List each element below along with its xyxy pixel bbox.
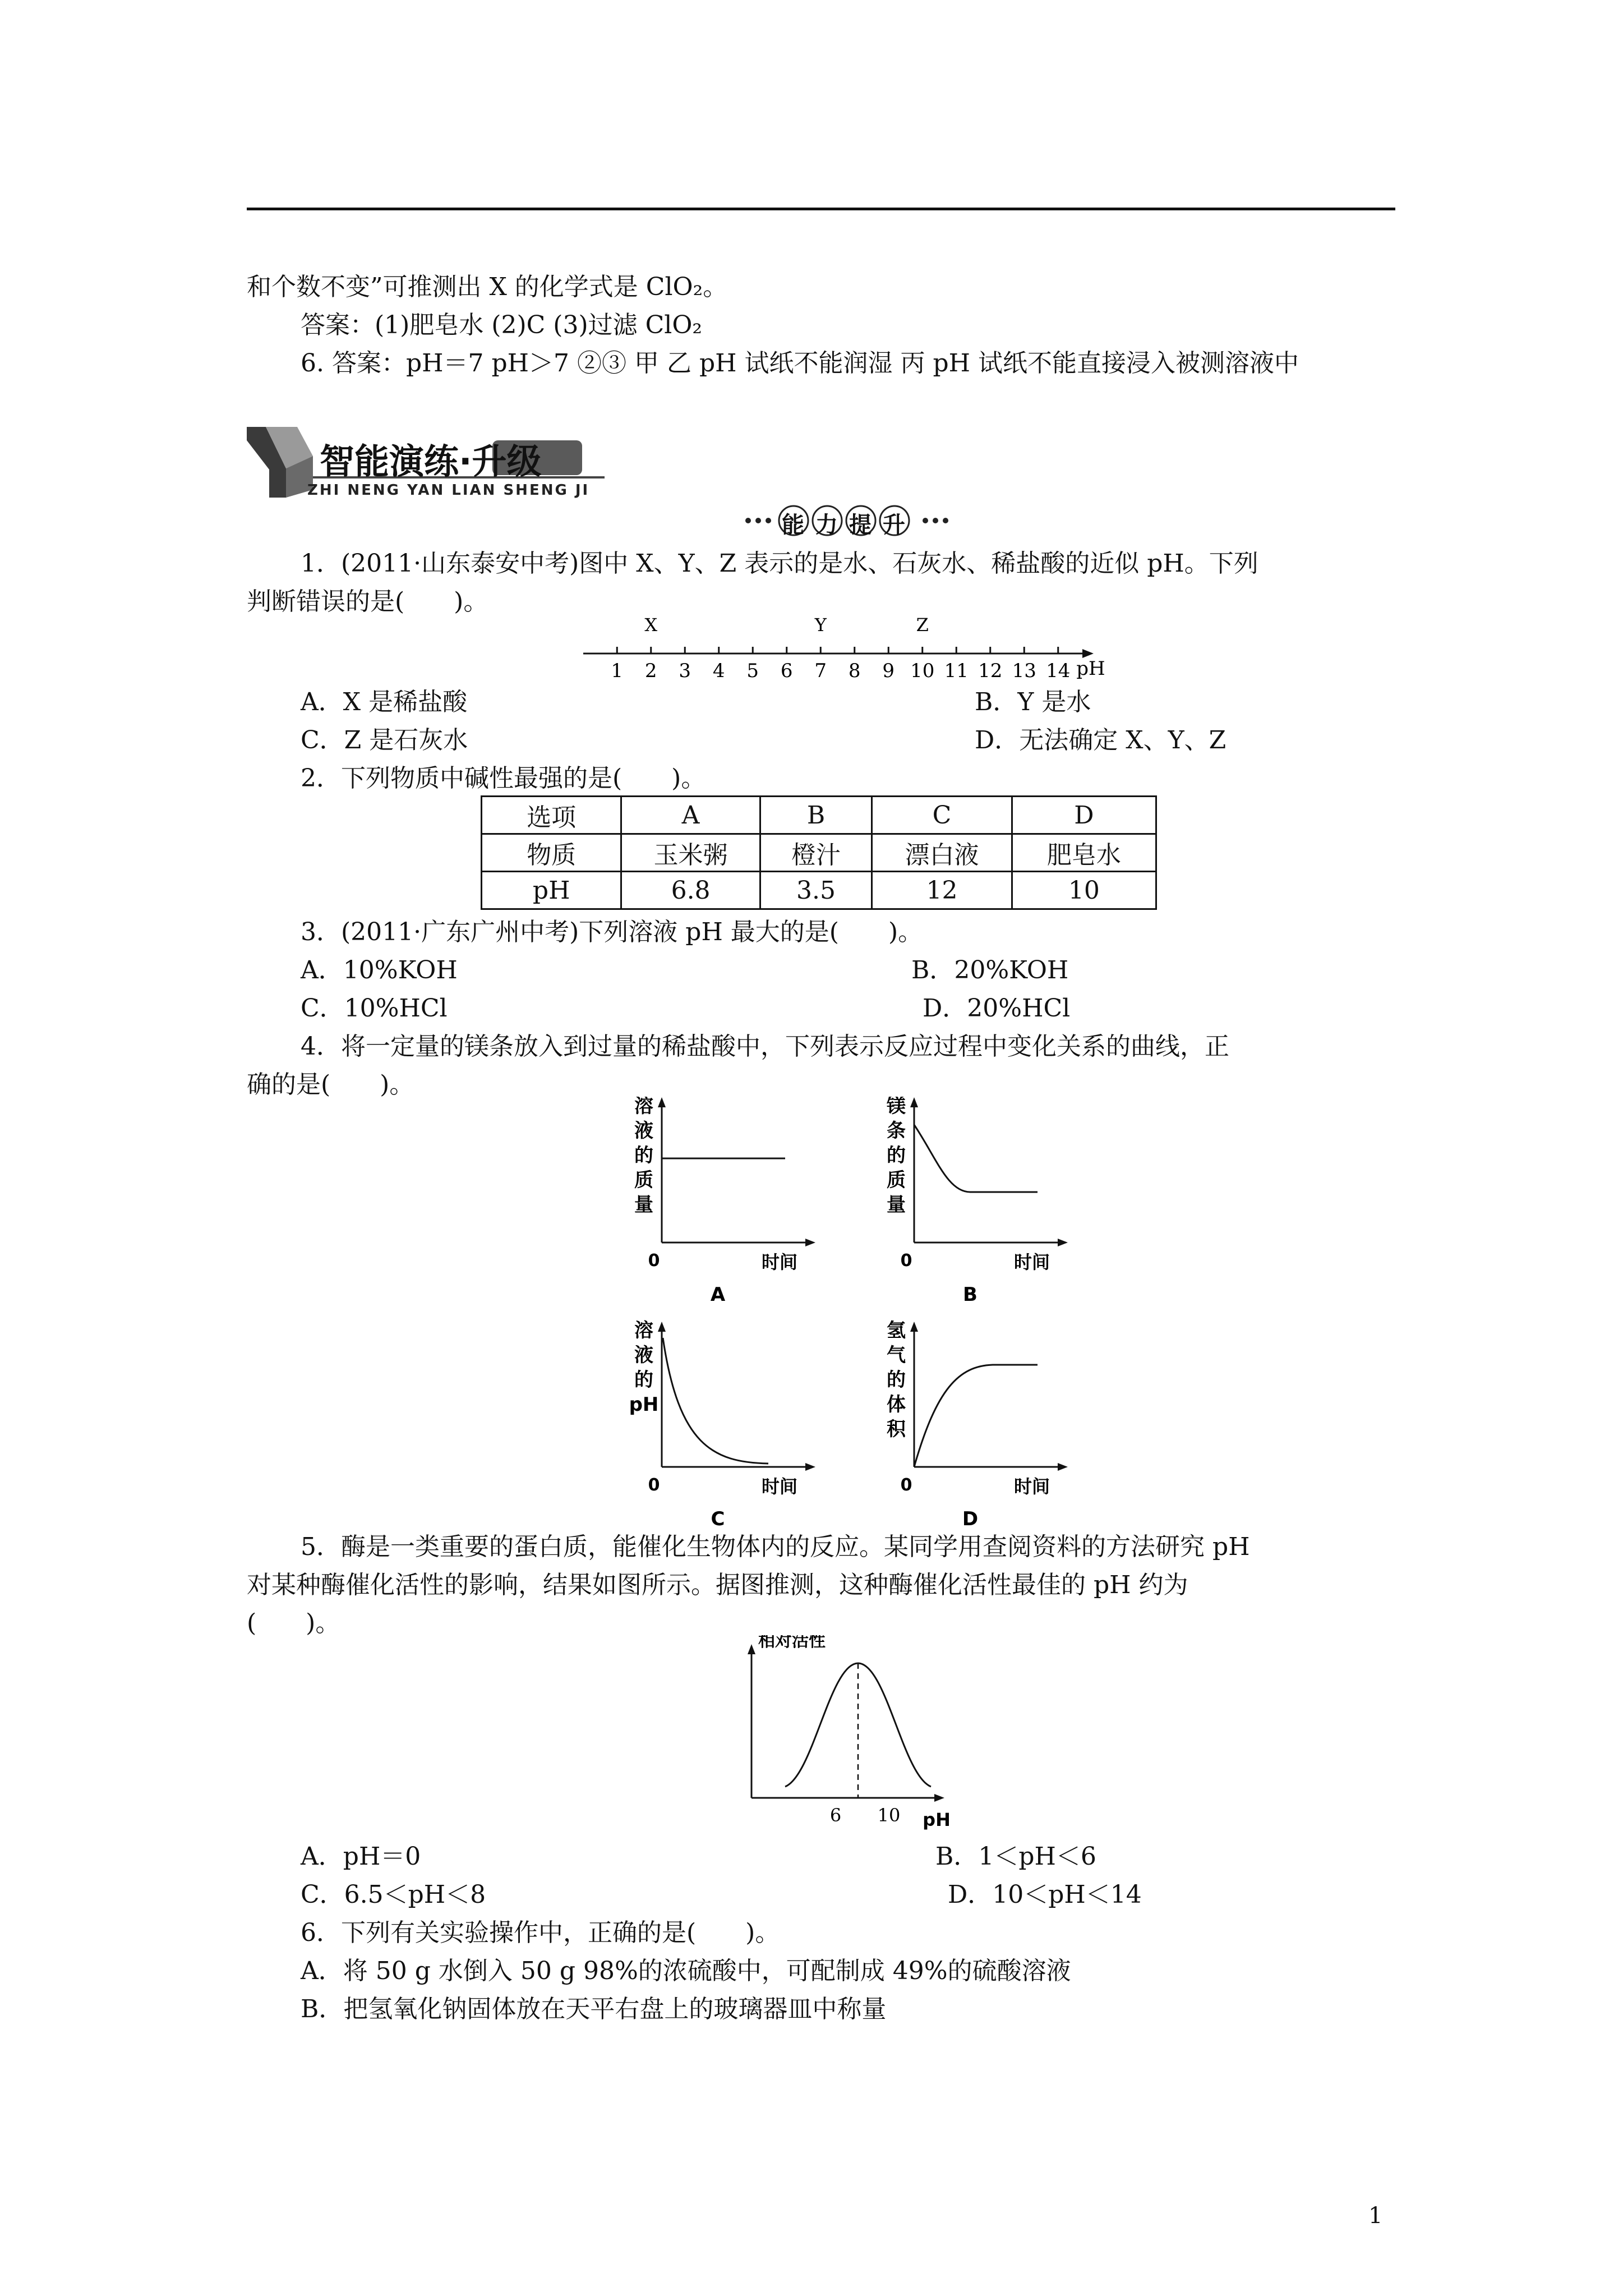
- banner-subtitle: ZHI NENG YAN LIAN SHENG JI: [307, 482, 590, 499]
- graph-caption: C: [711, 1508, 725, 1530]
- x-axis-label: 时间: [761, 1476, 798, 1497]
- y-axis-arrow-icon: [748, 1644, 755, 1654]
- tick-label: 5: [746, 660, 759, 682]
- x-axis-arrow-icon: [1058, 1239, 1068, 1246]
- y-axis-label: 相对活性: [758, 1635, 826, 1651]
- x-axis-arrow-icon: [1058, 1463, 1068, 1471]
- x-axis-label: 时间: [1013, 1476, 1050, 1497]
- table-cell: C: [872, 797, 1012, 834]
- x-tick-label: 6: [829, 1805, 842, 1826]
- tick-label: 14: [1046, 660, 1071, 682]
- graph-caption: D: [962, 1508, 979, 1530]
- table-row: [482, 834, 1156, 872]
- q1-ph-scale: [583, 614, 1122, 682]
- q3-option-a: A．10%KOH: [301, 956, 458, 984]
- tick-label: 10: [910, 660, 935, 682]
- q3-option-c: C．10%HCl: [301, 994, 448, 1023]
- y-axis-label-char: 质: [634, 1169, 653, 1191]
- header-rule: [247, 208, 1395, 210]
- page-number: 1: [1368, 2203, 1383, 2229]
- enzyme-activity-figure: [729, 1635, 965, 1837]
- y-axis-label-char: 的: [634, 1144, 653, 1167]
- tick-label: 13: [1012, 660, 1036, 682]
- table-row: [482, 797, 1156, 834]
- y-axis-label-char: 溶: [634, 1097, 653, 1117]
- q2-ph-table: [481, 795, 1157, 910]
- q5-option-b: B．1＜pH＜6: [935, 1842, 1096, 1871]
- origin-label: 0: [900, 1251, 912, 1271]
- y-axis-arrow-icon: [910, 1097, 918, 1107]
- q1-option-a: A．X 是稀盐酸: [301, 688, 468, 716]
- table-cell: 3.5: [760, 872, 872, 909]
- q5-option-d: D．10＜pH＜14: [948, 1880, 1142, 1909]
- y-axis-label-char: 条: [887, 1120, 906, 1142]
- table-cell: pH: [482, 872, 621, 909]
- origin-label: 0: [648, 1251, 660, 1271]
- x-axis-arrow-icon: [934, 1794, 944, 1802]
- q2-stem: 2．下列物质中碱性最强的是( )。: [301, 764, 706, 793]
- banner-title: 智能演练·升级: [320, 441, 542, 482]
- y-axis-label-char: 液: [634, 1344, 653, 1366]
- y-axis-label-char: 量: [887, 1194, 906, 1216]
- table-cell: 肥皂水: [1012, 834, 1156, 872]
- q5-option-a: A．pH＝0: [301, 1842, 421, 1871]
- tick-label: 9: [882, 660, 895, 682]
- y-axis-arrow-icon: [658, 1097, 666, 1107]
- x-tick-label: 10: [877, 1805, 901, 1826]
- x-axis-label: 时间: [1013, 1251, 1050, 1273]
- q4-stem-line-2: 确的是( )。: [247, 1070, 414, 1099]
- tick-label: 2: [644, 660, 657, 682]
- subsection-label: 能力提升: [782, 512, 916, 538]
- q3-stem: 3．(2011·广东广州中考)下列溶液 pH 最大的是( )。: [301, 918, 923, 946]
- y-axis-label-char: 气: [887, 1344, 906, 1366]
- tick-label: 7: [814, 660, 827, 682]
- table-cell: 6.8: [621, 872, 760, 909]
- marker-label: Z: [916, 614, 929, 636]
- tick-label: 4: [712, 660, 725, 682]
- q6-option-b: B．把氢氧化钠固体放在天平右盘上的玻璃器皿中称量: [301, 1995, 887, 2023]
- q1-option-c: C．Z 是石灰水: [301, 726, 468, 754]
- tick-label: 8: [848, 660, 861, 682]
- table-cell: 玉米粥: [621, 834, 760, 872]
- q4-graphs: [623, 1097, 1071, 1534]
- q1-stem-line-2: 判断错误的是( )。: [247, 587, 488, 616]
- y-axis-label-char: 的: [887, 1369, 906, 1391]
- section-banner: [247, 424, 611, 502]
- prev-answer-line-2: 答案：(1)肥皂水 (2)C (3)过滤 ClO₂: [301, 311, 703, 339]
- y-axis-arrow-icon: [910, 1322, 918, 1332]
- y-axis-label-char: 体: [887, 1393, 906, 1416]
- graph-curve: [663, 1338, 768, 1464]
- graph-curve: [914, 1365, 1038, 1467]
- q3-option-b: B．20%KOH: [911, 956, 1069, 984]
- x-axis-label: 时间: [761, 1251, 798, 1273]
- subsection-title: [740, 505, 953, 536]
- table-cell: 物质: [482, 834, 621, 872]
- y-axis-label-char: 氢: [887, 1319, 906, 1342]
- tick-label: 11: [944, 660, 969, 682]
- table-cell: 选项: [482, 797, 621, 834]
- table-cell: 10: [1012, 872, 1156, 909]
- prev-answer-line-3: 6. 答案：pH＝7 pH＞7 ②③ 甲 乙 pH 试纸不能润湿 丙 pH 试纸不能直接浸入被测溶液中: [301, 349, 1299, 378]
- table-cell: D: [1012, 797, 1156, 834]
- q6-option-a: A．将 50 g 水倒入 50 g 98%的浓硫酸中，可配制成 49%的硫酸溶液: [301, 1957, 1071, 1985]
- table-cell: A: [621, 797, 760, 834]
- graph-caption: B: [963, 1283, 978, 1306]
- q4-graph-figure: [623, 1097, 1071, 1534]
- graph-caption: A: [710, 1283, 726, 1306]
- q4-stem-line-1: 4．将一定量的镁条放入到过量的稀盐酸中，下列表示反应过程中变化关系的曲线，正: [301, 1032, 1229, 1061]
- x-axis-unit: pH: [923, 1809, 951, 1830]
- table-cell: 12: [872, 872, 1012, 909]
- tick-label: 1: [611, 660, 624, 682]
- y-axis-label-char: 质: [887, 1169, 906, 1191]
- table-row: [482, 872, 1156, 909]
- table-cell: B: [760, 797, 872, 834]
- origin-label: 0: [900, 1475, 912, 1495]
- y-axis-label-char: 溶: [634, 1319, 653, 1342]
- y-axis-label-char: 镁: [887, 1097, 906, 1117]
- ph-scale-figure: [583, 614, 1122, 682]
- y-axis-label-char: 液: [634, 1120, 653, 1142]
- q1-option-d: D．无法确定 X、Y、Z: [975, 726, 1227, 754]
- q5-option-c: C．6.5＜pH＜8: [301, 1880, 486, 1909]
- tick-label: 6: [780, 660, 793, 682]
- x-axis-arrow-icon: [805, 1239, 815, 1246]
- origin-label: 0: [648, 1475, 660, 1495]
- table-cell: 漂白液: [872, 834, 1012, 872]
- axis-unit-label: pH: [1076, 657, 1105, 680]
- x-axis-arrow-icon: [805, 1463, 815, 1471]
- y-axis-label-char: 的: [634, 1369, 653, 1391]
- q5-stem-line-1: 5．酶是一类重要的蛋白质，能催化生物体内的反应。某同学用查阅资料的方法研究 pH: [301, 1533, 1250, 1561]
- q5-enzyme-graph: [729, 1635, 965, 1837]
- y-axis-label-char: 量: [634, 1194, 653, 1216]
- marker-label: X: [644, 614, 658, 636]
- q1-stem-line-1: 1．(2011·山东泰安中考)图中 X、Y、Z 表示的是水、石灰水、稀盐酸的近似 pH。下列: [301, 549, 1258, 578]
- q6-stem: 6．下列有关实验操作中，正确的是( )。: [301, 1918, 780, 1947]
- tick-label: 12: [978, 660, 1003, 682]
- y-axis-label-char: 积: [887, 1418, 906, 1441]
- q3-option-d: D．20%HCl: [923, 994, 1071, 1023]
- axis-arrow-icon: [1082, 649, 1094, 658]
- prev-answer-line-1: 和个数不变”可推测出 X 的化学式是 ClO₂。: [247, 273, 728, 301]
- q5-stem-line-3: ( )。: [247, 1609, 340, 1637]
- graph-curve: [914, 1125, 1038, 1192]
- table-cell: 橙汁: [760, 834, 872, 872]
- q5-stem-line-2: 对某种酶催化活性的影响，结果如图所示。据图推测，这种酶催化活性最佳的 pH 约为: [247, 1571, 1188, 1599]
- tick-label: 3: [679, 660, 691, 682]
- q1-option-b: B．Y 是水: [975, 688, 1091, 716]
- marker-label: Y: [814, 614, 827, 636]
- y-axis-arrow-icon: [658, 1322, 666, 1332]
- y-axis-label-char: pH: [629, 1393, 659, 1416]
- y-axis-label-char: 的: [887, 1144, 906, 1167]
